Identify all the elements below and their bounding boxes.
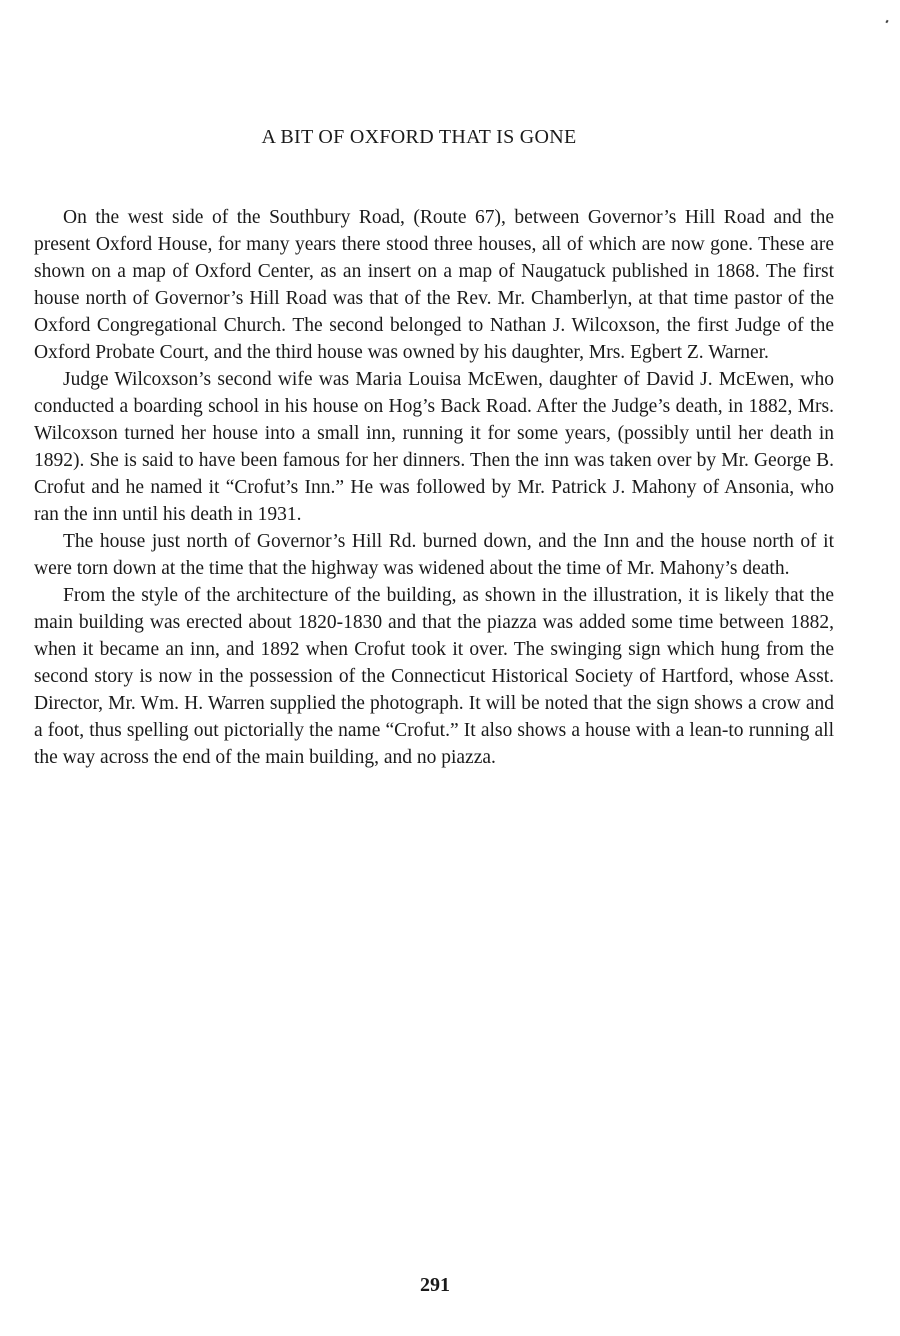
paragraph: From the style of the architecture of the building, as shown in the illustration, it is likely that the main building was erected about 1820-1830 and that the piazza was added some time between 1882, when it became an inn, and 1892 when Crofut took it over. The swinging sign which hung from the second story is now in the possession of the Connecticut Historical Society of Hartford, whose Asst. Director, Mr. Wm. H. Warren supplied the photograph. It will be noted that the sign shows a crow and a foot, thus spelling out pictorially the name “Crofut.” It also shows a house with a lean-to running all the way across the end of the main building, and no piazza. bbox=[34, 585, 834, 768]
page-number: 291 bbox=[420, 1274, 450, 1296]
body-text bbox=[34, 204, 834, 771]
page-title: A BIT OF OXFORD THAT IS GONE bbox=[261, 126, 577, 148]
paragraph: Judge Wilcoxson’s second wife was Maria Louisa McEwen, daughter of David J. McEwen, who conducted a boarding school in his house on Hog’s Back Road. After the Judge’s death, in 1882, Mrs. Wilcoxson turned her house into a small inn, running it for some years, (possibly until her death in 1892). She is said to have been famous for her dinners. Then the inn was taken over by Mr. George B. Crofut and he named it “Crofut’s Inn.” He was followed by Mr. Patrick J. Mahony of Ansonia, who ran the inn until his death in 1931. bbox=[34, 369, 834, 525]
paragraph: The house just north of Governor’s Hill Rd. burned down, and the Inn and the house north of it were torn down at the time that the highway was widened about the time of Mr. Mahony’s death. bbox=[34, 531, 834, 579]
paragraph: On the west side of the Southbury Road, (Route 67), between Governor’s Hill Road and the present Oxford House, for many years there stood three houses, all of which are now gone. These are shown on a map of Oxford Center, as an insert on a map of Naugatuck published in 1868. The first house north of Governor’s Hill Road was that of the Rev. Mr. Chamberlyn, at that time pastor of the Oxford Congregational Church. The second belonged to Nathan J. Wilcoxson, the first Judge of the Oxford Probate Court, and the third house was owned by his daughter, Mrs. Egbert Z. Warner. bbox=[34, 207, 834, 363]
scan-speck bbox=[885, 20, 888, 24]
